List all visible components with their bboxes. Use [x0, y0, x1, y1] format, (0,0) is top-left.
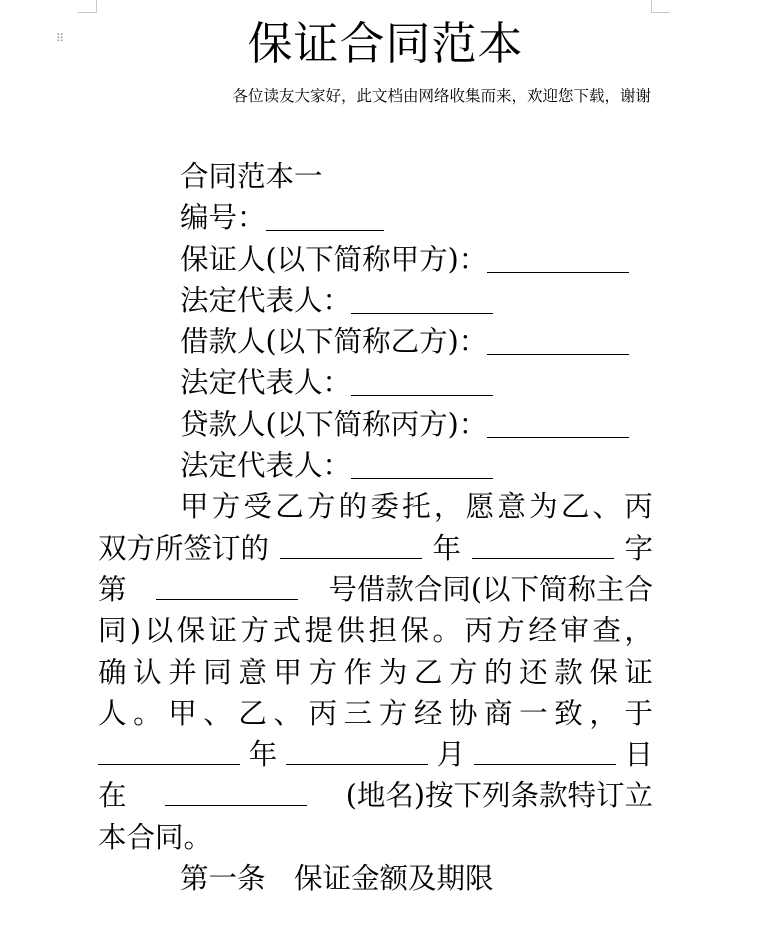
sign-day-blank — [474, 734, 616, 765]
para1-line1: 甲 方 受 乙 方 的 委 托 ， 愿 意 为 乙 、 丙 — [180, 490, 653, 524]
agreement-number-blank — [156, 569, 298, 600]
borrower-rep-blank — [351, 365, 493, 396]
sign-year-blank — [98, 734, 240, 765]
borrower-line — [98, 321, 653, 362]
sign-month-blank — [286, 734, 428, 765]
guarantor-rep-label: 法定代表人： — [180, 283, 352, 317]
crop-mark-top-left — [78, 0, 97, 13]
borrower-rep-line — [98, 362, 653, 403]
lender-blank — [487, 407, 629, 438]
number-line — [98, 197, 653, 238]
lender-rep-line — [98, 445, 653, 486]
document-subtitle: 各位读友大家好，此文档由网络收集而来，欢迎您下载，谢谢 — [232, 87, 651, 105]
place-blank — [165, 775, 307, 806]
number-blank — [266, 200, 384, 231]
para1-line7: 年 月 日 — [98, 734, 653, 775]
guarantor-blank — [487, 242, 629, 273]
borrower-blank — [487, 324, 629, 355]
drag-handle-icon[interactable]: ⠿ — [56, 32, 64, 45]
crop-mark-top-right — [651, 0, 670, 13]
lender-rep-blank — [351, 448, 493, 479]
para1-line4: 同 ) 以 保 证 方 式 提 供 担 保 。 丙 方 经 审 查 ， — [98, 614, 653, 648]
para1-line8: 在 (地名)按下列条款特订立 — [98, 775, 653, 816]
guarantor-rep-line — [98, 280, 653, 321]
number-label: 编号： — [180, 201, 266, 235]
borrower-rep-label: 法定代表人： — [180, 366, 352, 400]
lender-rep-label: 法定代表人： — [180, 449, 352, 483]
guarantor-rep-blank — [351, 283, 493, 314]
agreement-code-blank — [472, 528, 614, 559]
borrower-label: 借款人(以下简称乙方)： — [180, 325, 488, 359]
lender-line — [98, 404, 653, 445]
para1-line3: 第 号借款合同(以下简称主合 — [98, 569, 653, 610]
guarantor-label: 保证人(以下简称甲方)： — [180, 242, 488, 276]
para1-line6: 人 。 甲 、 乙 、 丙 三 方 经 协 商 一 致 ， 于 — [98, 696, 653, 730]
para1-line9: 本合同。 — [98, 820, 213, 854]
guarantor-line — [98, 239, 653, 280]
document-title: 保证合同范本 — [247, 17, 524, 70]
article1-heading: 第一条 保证金额及期限 — [180, 862, 494, 896]
lender-label: 贷款人(以下简称丙方)： — [180, 407, 488, 441]
contract-body — [98, 156, 653, 899]
agreement-year-blank — [280, 528, 422, 559]
para1-line2: 双方所签订的 年 字 — [98, 528, 653, 569]
para1-line5: 确 认 并 同 意 甲 方 作 为 乙 方 的 还 款 保 证 — [98, 655, 653, 689]
contract-heading: 合同范本一 — [180, 160, 323, 193]
